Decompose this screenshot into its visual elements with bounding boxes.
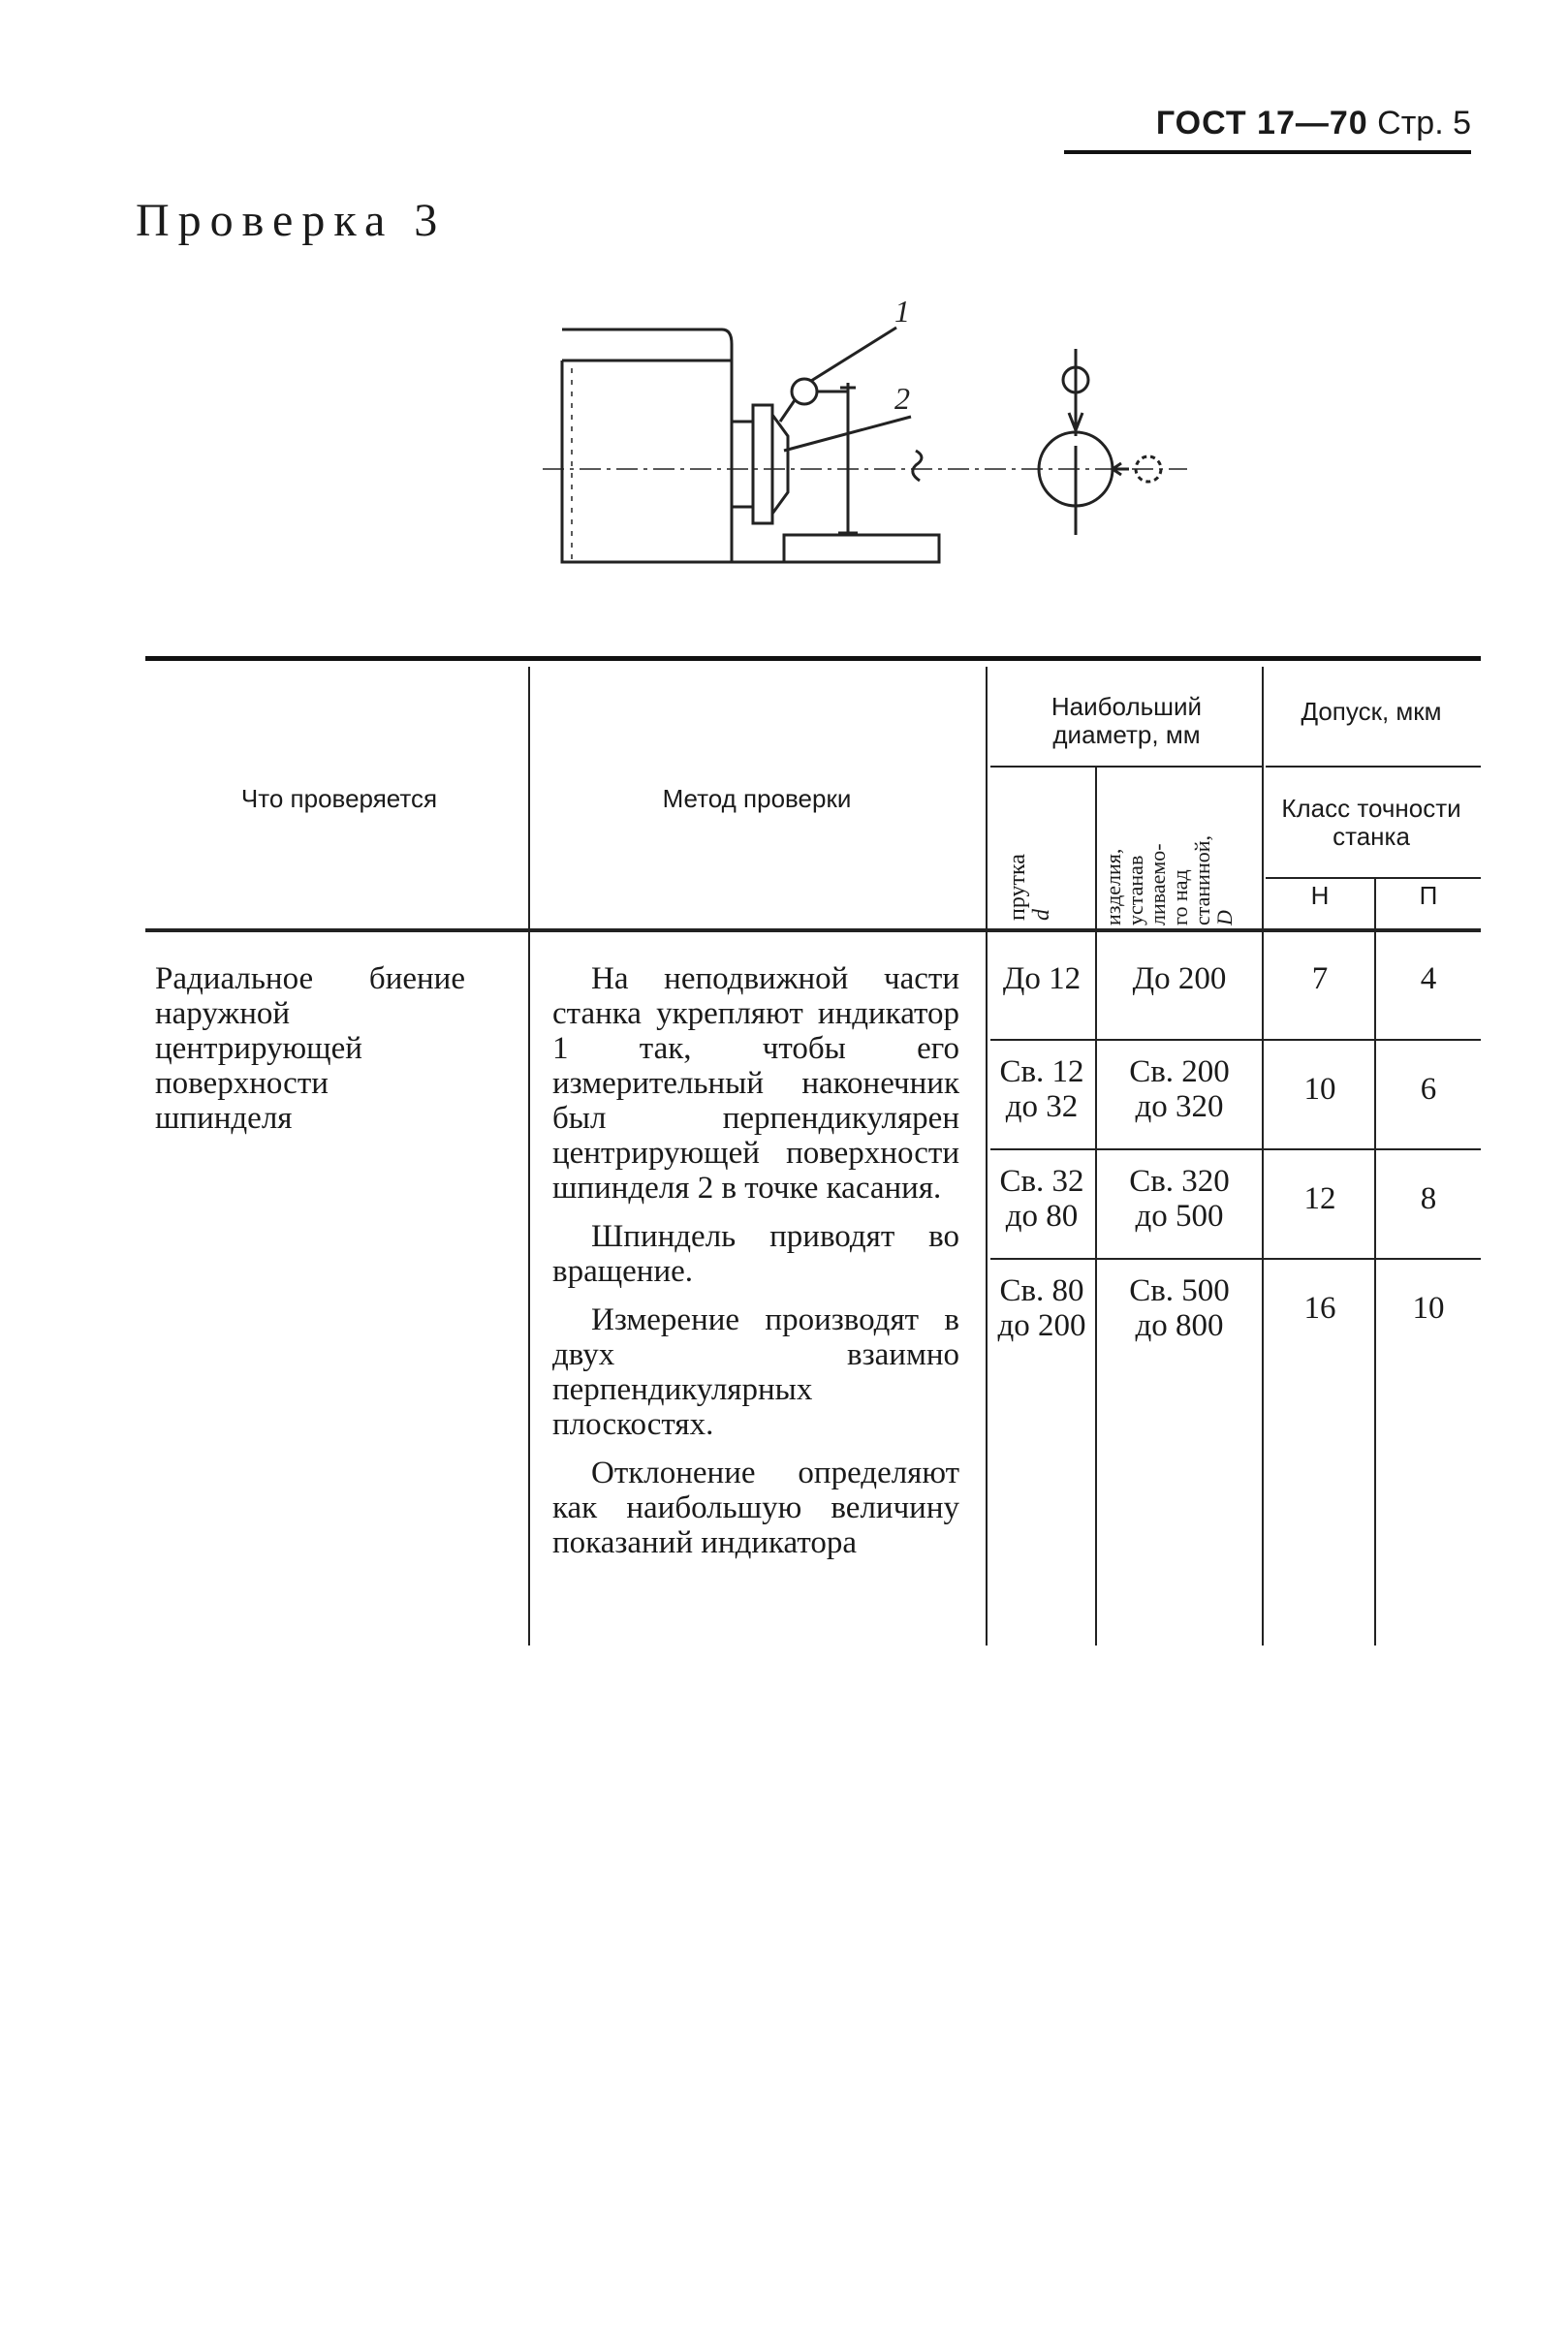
header-rod-diameter <box>1006 854 1054 921</box>
workpiece-diameter-from: Св. 500 <box>1129 1273 1230 1308</box>
header-divider <box>990 766 1262 768</box>
rod-diameter-cell <box>990 1054 1093 1124</box>
rod-diameter-to: до 80 <box>1005 1199 1079 1234</box>
rod-diameter-from: Св. 32 <box>999 1164 1084 1199</box>
workpiece-diameter-cell <box>1099 961 1260 996</box>
what-checked-text: Радиальное биение наружной центрирующей поверхности шпинделя <box>155 961 465 1136</box>
rod-diameter-cell <box>990 1164 1093 1234</box>
method-paragraph: Отклонение определяют как наибольшую величину показаний индикатора <box>552 1456 959 1560</box>
workpiece-diameter-to: до 500 <box>1135 1199 1224 1234</box>
row-divider <box>990 1258 1481 1260</box>
page-header <box>1156 105 1471 142</box>
column-divider <box>986 667 988 1646</box>
header-workpiece-diameter-symbol: D <box>1212 910 1238 925</box>
rod-diameter-from: До 12 <box>1002 961 1082 996</box>
standard-number: ГОСТ 17—70 <box>1155 105 1368 141</box>
method-text <box>552 961 959 1560</box>
workpiece-diameter-cell <box>1099 1164 1260 1234</box>
header-workpiece-diameter-line-1: изделия, <box>1101 848 1125 925</box>
figure-label-1: 1 <box>894 294 910 329</box>
method-paragraph: Измерение производят в двух взаимно перпендикулярных плоскостях. <box>552 1302 959 1442</box>
tolerance-p-cell: 4 <box>1420 961 1437 996</box>
figure-label-2: 2 <box>894 381 910 416</box>
workpiece-diameter-cell <box>1099 1273 1260 1343</box>
spindle-check-diagram <box>528 291 1207 581</box>
table-top-rule <box>145 656 1481 661</box>
header-tolerance: Допуск, мкм <box>1301 697 1442 726</box>
tolerance-h-cell: 12 <box>1303 1181 1336 1216</box>
workpiece-diameter-from: Св. 320 <box>1129 1164 1230 1199</box>
rod-diameter-to: до 32 <box>1005 1089 1079 1124</box>
workpiece-diameter-cell <box>1099 1054 1260 1124</box>
row-divider <box>990 1148 1481 1150</box>
rod-diameter-to: до 200 <box>997 1308 1086 1343</box>
header-workpiece-diameter-line-2: устанав <box>1123 855 1148 925</box>
header-class-h: Н <box>1310 881 1330 910</box>
header-workpiece-diameter <box>1102 835 1237 925</box>
header-workpiece-diameter-line-4: го над <box>1168 869 1193 925</box>
header-class-p: П <box>1419 881 1438 910</box>
rod-diameter-cell <box>990 1273 1093 1343</box>
header-rod-diameter-word: прутка <box>1005 854 1030 921</box>
table-header-rule <box>145 928 1481 932</box>
workpiece-diameter-to: до 320 <box>1135 1089 1224 1124</box>
workpiece-diameter-from: До 200 <box>1132 961 1227 996</box>
tolerance-p-cell: 10 <box>1412 1291 1445 1326</box>
column-divider <box>528 667 530 1646</box>
header-divider <box>1266 766 1481 768</box>
header-workpiece-diameter-line-3: ливаемо- <box>1145 843 1171 925</box>
header-workpiece-diameter-line-5: станиной, <box>1190 834 1215 925</box>
tolerance-p-cell: 6 <box>1420 1072 1437 1107</box>
rod-diameter-cell <box>990 961 1093 996</box>
column-divider <box>1095 766 1097 1646</box>
column-divider <box>1262 667 1264 1646</box>
tolerance-h-cell: 7 <box>1311 961 1329 996</box>
header-max-diameter: Наибольший диаметр, мм <box>1051 692 1203 749</box>
tolerance-h-cell: 16 <box>1303 1291 1336 1326</box>
rod-diameter-from: Св. 80 <box>999 1273 1084 1308</box>
method-paragraph: Шпиндель приводят во вращение. <box>552 1219 959 1289</box>
header-rod-diameter-symbol: d <box>1029 909 1055 921</box>
workpiece-diameter-to: до 800 <box>1135 1308 1224 1343</box>
section-title: Проверка 3 <box>136 195 447 246</box>
header-what-checked: Что проверяется <box>240 784 438 813</box>
tolerance-h-cell: 10 <box>1303 1072 1336 1107</box>
header-method: Метод проверки <box>662 784 852 813</box>
page-number: Стр. 5 <box>1377 105 1471 141</box>
rod-diameter-from: Св. 12 <box>999 1054 1084 1089</box>
method-paragraph: На неподвижной части станка укрепляют индикатор 1 так, чтобы его измерительный наконечник был перпендикулярен центрирующей поверхности шпинделя 2 в точке касания. <box>552 961 959 1206</box>
header-accuracy-class: Класс точности станка <box>1281 794 1461 851</box>
header-divider <box>1266 877 1481 879</box>
workpiece-diameter-from: Св. 200 <box>1129 1054 1230 1089</box>
tolerance-p-cell: 8 <box>1420 1181 1437 1216</box>
header-rule <box>1064 150 1471 154</box>
row-divider <box>990 1039 1481 1041</box>
